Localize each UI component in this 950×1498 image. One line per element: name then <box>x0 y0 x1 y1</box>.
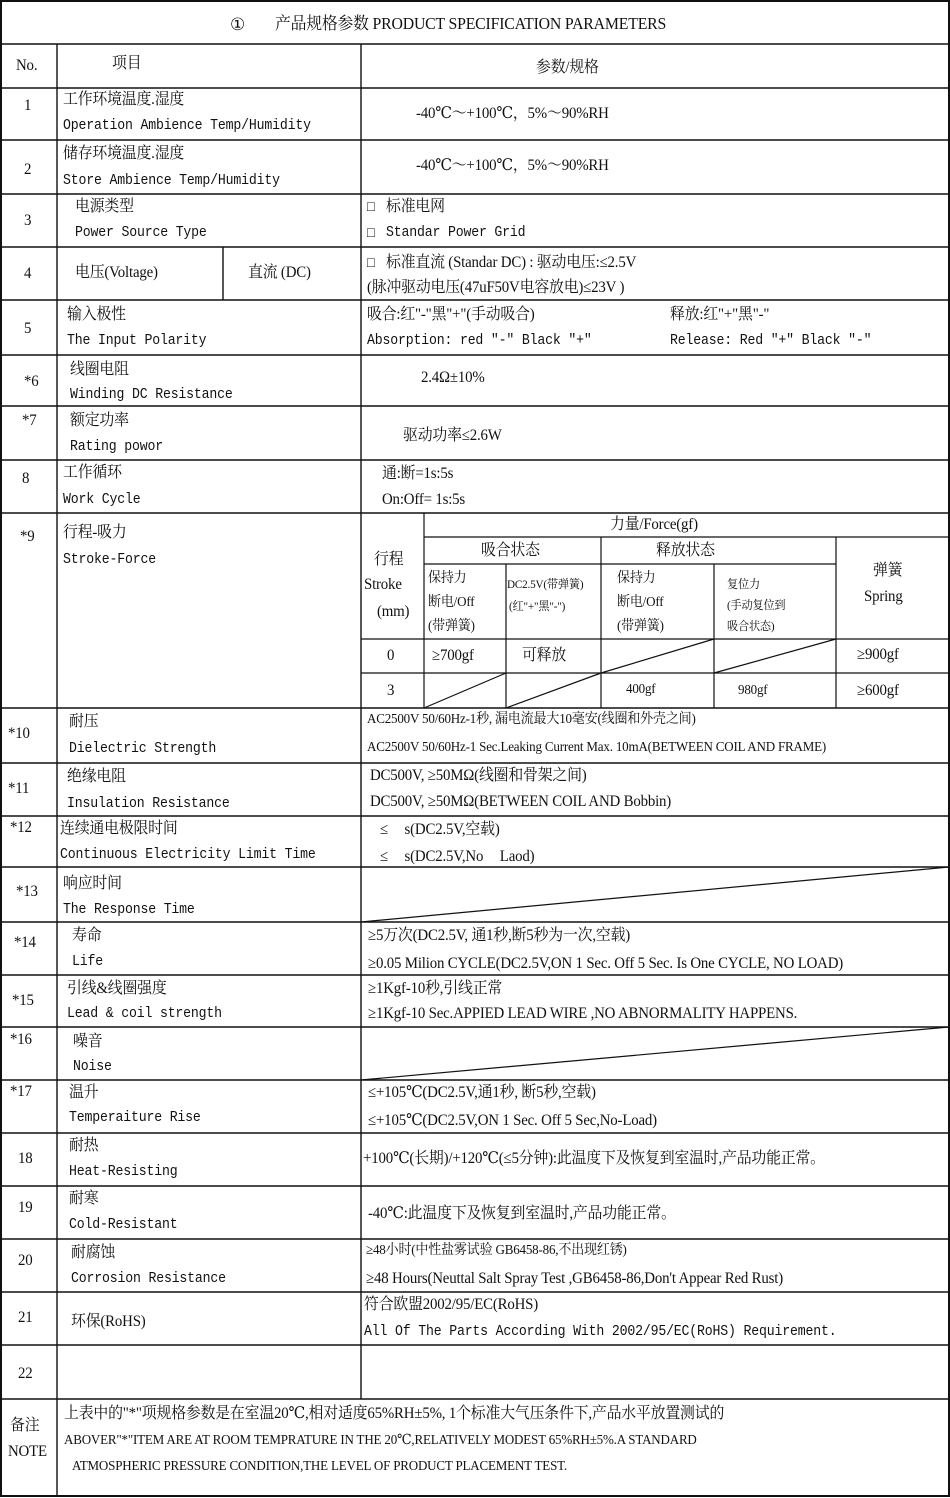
row-value: 驱动功率≤2.6W <box>403 427 502 444</box>
row-value-1: ≥1Kgf-10秒,引线正常 <box>368 980 503 997</box>
item-en: Rating powor <box>70 438 163 455</box>
header-no: No. <box>16 57 38 74</box>
item-cn: 连续通电极限时间 <box>60 820 178 837</box>
row-value-2: ≤ s(DC2.5V,No Laod) <box>380 848 535 865</box>
r0-spring: ≥900gf <box>857 646 899 663</box>
hold-release-3: (带弹簧) <box>617 619 664 634</box>
row-no: 2 <box>24 161 32 178</box>
row-value-2: On:Off= 1s:5s <box>382 491 466 508</box>
item-cn: 耐腐蚀 <box>71 1244 116 1261</box>
note-line-1: 上表中的"*"项规格参数是在室温20℃,相对适度65%RH±5%, 1个标准大气压条件下,产品水平放置测试的 <box>64 1405 725 1422</box>
row-value-2: ≤+105℃(DC2.5V,ON 1 Sec. Off 5 Sec,No-Load) <box>368 1112 657 1129</box>
item-en: Corrosion Resistance <box>71 1270 226 1287</box>
row-value-2: ≥1Kgf-10 Sec.APPIED LEAD WIRE ,NO ABNORMALITY HAPPENS. <box>368 1005 798 1022</box>
item-en: Insulation Resistance <box>67 795 230 812</box>
row-value-1: ≤+105℃(DC2.5V,通1秒, 断5秒,空载) <box>368 1084 596 1101</box>
row-value-1: ≥5万次(DC2.5V, 通1秒,断5秒为一次,空载) <box>368 927 631 944</box>
row-no: 3 <box>24 212 32 229</box>
item-en: The Input Polarity <box>67 332 207 349</box>
row-value-1: 通:断=1s:5s <box>382 465 454 482</box>
reset-1: 复位力 <box>727 577 760 591</box>
row-value-2: ≥48 Hours(Neuttal Salt Spray Test ,GB6458-86,Don't Appear Red Rust) <box>366 1270 783 1287</box>
row-value-1: ≤ s(DC2.5V,空载) <box>380 821 500 838</box>
row-value: -40℃～+100℃，5%～90%RH <box>416 157 609 174</box>
row-no: 21 <box>18 1309 33 1326</box>
row-no: *16 <box>10 1031 32 1048</box>
r3-reset: 980gf <box>738 683 768 698</box>
reset-3: 吸合状态) <box>727 619 775 633</box>
item-en: Dielectric Strength <box>69 740 217 757</box>
item-cn: 输入极性 <box>67 306 126 323</box>
spring-en: Spring <box>864 588 903 605</box>
item-cn: 响应时间 <box>63 875 122 892</box>
note-label-cn: 备注 <box>10 1417 40 1434</box>
item-cn: 工作环境温度.湿度 <box>63 91 185 108</box>
stroke-unit: (mm) <box>377 603 410 620</box>
item-cn: 电压(Voltage) <box>75 264 158 281</box>
r3-spring: ≥600gf <box>857 682 899 699</box>
item-cn: 电源类型 <box>75 198 134 215</box>
row-value-1: DC500V, ≥50MΩ(线圈和骨架之间) <box>370 767 587 784</box>
row-value-1: 符合欧盟2002/95/EC(RoHS) <box>364 1296 539 1313</box>
r3-hold-release: 400gf <box>626 682 656 697</box>
item-cn: 储存环境温度.湿度 <box>63 145 185 162</box>
item-en: Power Source Type <box>75 224 207 241</box>
row-no: *6 <box>24 373 39 390</box>
row-value-2: ≥0.05 Milion CYCLE(DC2.5V,ON 1 Sec. Off 5 Sec. Is One CYCLE, NO LOAD) <box>368 955 844 972</box>
item-en: Life <box>72 953 103 970</box>
checkbox-icon: □ <box>367 256 375 271</box>
row-value: 2.4Ω±10% <box>421 369 485 386</box>
spring-cn: 弹簧 <box>873 562 903 579</box>
item-en: Noise <box>73 1058 112 1075</box>
row-no: *7 <box>22 412 37 429</box>
dc-2: (红"+"黑"-") <box>509 599 566 613</box>
hold-absorb-2: 断电/Off <box>428 595 475 610</box>
dc-1: DC2.5V(带弹簧) <box>507 577 584 591</box>
item-cn: 绝缘电阻 <box>67 768 126 785</box>
r0-stroke: 0 <box>387 647 395 664</box>
item-cn: 温升 <box>69 1084 99 1101</box>
item-cn: 噪音 <box>73 1033 103 1050</box>
item-sub: 直流 (DC) <box>248 264 311 281</box>
row-value-1: ≥48小时(中性盐雾试验 GB6458-86,不出现红锈) <box>366 1243 627 1258</box>
row-no: 1 <box>24 97 32 114</box>
r3-stroke: 3 <box>387 682 395 699</box>
item-cn: 线圈电阻 <box>70 361 129 378</box>
item-cn: 寿命 <box>72 927 102 944</box>
row-no: *14 <box>14 934 36 951</box>
item-en: Temperaiture Rise <box>69 1109 201 1126</box>
item-en: Operation Ambience Temp/Humidity <box>63 117 311 134</box>
row-value-2: AC2500V 50/60Hz-1 Sec.Leaking Current Max. 10mA(BETWEEN COIL AND FRAME) <box>367 740 827 755</box>
header-item: 项目 <box>112 55 142 72</box>
row-no: *10 <box>8 725 30 742</box>
checkbox-icon: □ <box>367 200 375 215</box>
hold-absorb-3: (带弹簧) <box>428 619 475 634</box>
item-cn: 耐热 <box>69 1137 99 1154</box>
item-en: Winding DC Resistance <box>70 386 233 403</box>
note-line-2: ABOVER"*"ITEM ARE AT ROOM TEMPRATURE IN THE 20℃,RELATIVELY MODEST 65%RH±5%.A STANDARD <box>64 1433 697 1448</box>
item-en: Work Cycle <box>63 491 141 508</box>
item-cn: 环保(RoHS) <box>71 1313 146 1330</box>
hold-absorb-1: 保持力 <box>428 571 467 586</box>
row-no: *11 <box>8 780 30 797</box>
row-value: -40℃:此温度下及恢复到室温时,产品功能正常。 <box>368 1205 676 1222</box>
item-en: Store Ambience Temp/Humidity <box>63 172 280 189</box>
header-param: 参数/规格 <box>536 59 599 76</box>
row-no: 18 <box>18 1150 33 1167</box>
row-no: *9 <box>20 528 35 545</box>
note-line-3: ATMOSPHERIC PRESSURE CONDITION,THE LEVEL OF PRODUCT PLACEMENT TEST. <box>72 1459 568 1474</box>
absorb-state: 吸合状态 <box>481 542 540 559</box>
title-circle-number: ① <box>230 15 246 34</box>
row-no: 8 <box>22 470 30 487</box>
item-cn: 额定功率 <box>70 412 129 429</box>
row-no: 20 <box>18 1252 33 1269</box>
hold-release-2: 断电/Off <box>617 595 664 610</box>
page-title: 产品规格参数 PRODUCT SPECIFICATION PARAMETERS <box>275 14 667 33</box>
item-en: Continuous Electricity Limit Time <box>60 846 316 863</box>
note-label-en: NOTE <box>8 1443 47 1460</box>
row-no: *17 <box>10 1083 32 1100</box>
release-state: 释放状态 <box>656 542 715 559</box>
row-value-1: AC2500V 50/60Hz-1秒, 漏电流最大10毫安(线圈和外壳之间) <box>367 712 696 727</box>
hold-release-1: 保持力 <box>617 571 656 586</box>
item-en: Stroke-Force <box>63 551 156 568</box>
row-value: -40℃～+100℃，5%～90%RH <box>416 105 609 122</box>
r0-hold: ≥700gf <box>432 647 474 664</box>
stroke-en: Stroke <box>364 576 402 593</box>
item-cn: 工作循环 <box>63 464 122 481</box>
stroke-cn: 行程 <box>374 551 404 568</box>
row-value-2: All Of The Parts According With 2002/95/EC(RoHS) Requirement. <box>364 1323 837 1340</box>
row-value-en: Standar Power Grid <box>386 224 526 241</box>
row-value-1: 标准直流 (Standar DC) : 驱动电压:≤2.5V <box>386 254 637 271</box>
item-cn: 引线&线圈强度 <box>67 980 167 997</box>
force-header: 力量/Force(gf) <box>610 516 698 533</box>
release-cn: 释放:红"+"黑"-" <box>670 306 770 323</box>
item-cn: 行程-吸力 <box>63 524 127 541</box>
row-value-2: (脉冲驱动电压(47uF50V电容放电)≤23V ) <box>367 279 625 296</box>
row-no: *12 <box>10 819 32 836</box>
row-no: 4 <box>24 265 32 282</box>
item-en: The Response Time <box>63 901 195 918</box>
row-no: *15 <box>12 992 34 1009</box>
item-cn: 耐寒 <box>69 1190 99 1207</box>
row-no: 19 <box>18 1199 33 1216</box>
item-en: Cold-Resistant <box>69 1216 178 1233</box>
reset-2: (手动复位到 <box>727 598 786 612</box>
absorb-en: Absorption: red "-" Black "+" <box>367 332 592 349</box>
row-no: 22 <box>18 1365 33 1382</box>
row-value-cn: 标准电网 <box>386 198 445 215</box>
row-no: *13 <box>16 883 38 900</box>
r0-dc: 可释放 <box>522 647 567 664</box>
release-en: Release: Red "+" Black "-" <box>670 332 872 349</box>
checkbox-icon: □ <box>367 226 375 241</box>
item-en: Lead & coil strength <box>67 1005 222 1022</box>
row-no: 5 <box>24 320 32 337</box>
absorb-cn: 吸合:红"-"黑"+"(手动吸合) <box>367 306 535 323</box>
item-en: Heat-Resisting <box>69 1163 178 1180</box>
item-cn: 耐压 <box>69 713 99 730</box>
row-value: +100℃(长期)/+120℃(≤5分钟):此温度下及恢复到室温时,产品功能正常。 <box>363 1150 825 1167</box>
row-value-2: DC500V, ≥50MΩ(BETWEEN COIL AND Bobbin) <box>370 793 672 810</box>
